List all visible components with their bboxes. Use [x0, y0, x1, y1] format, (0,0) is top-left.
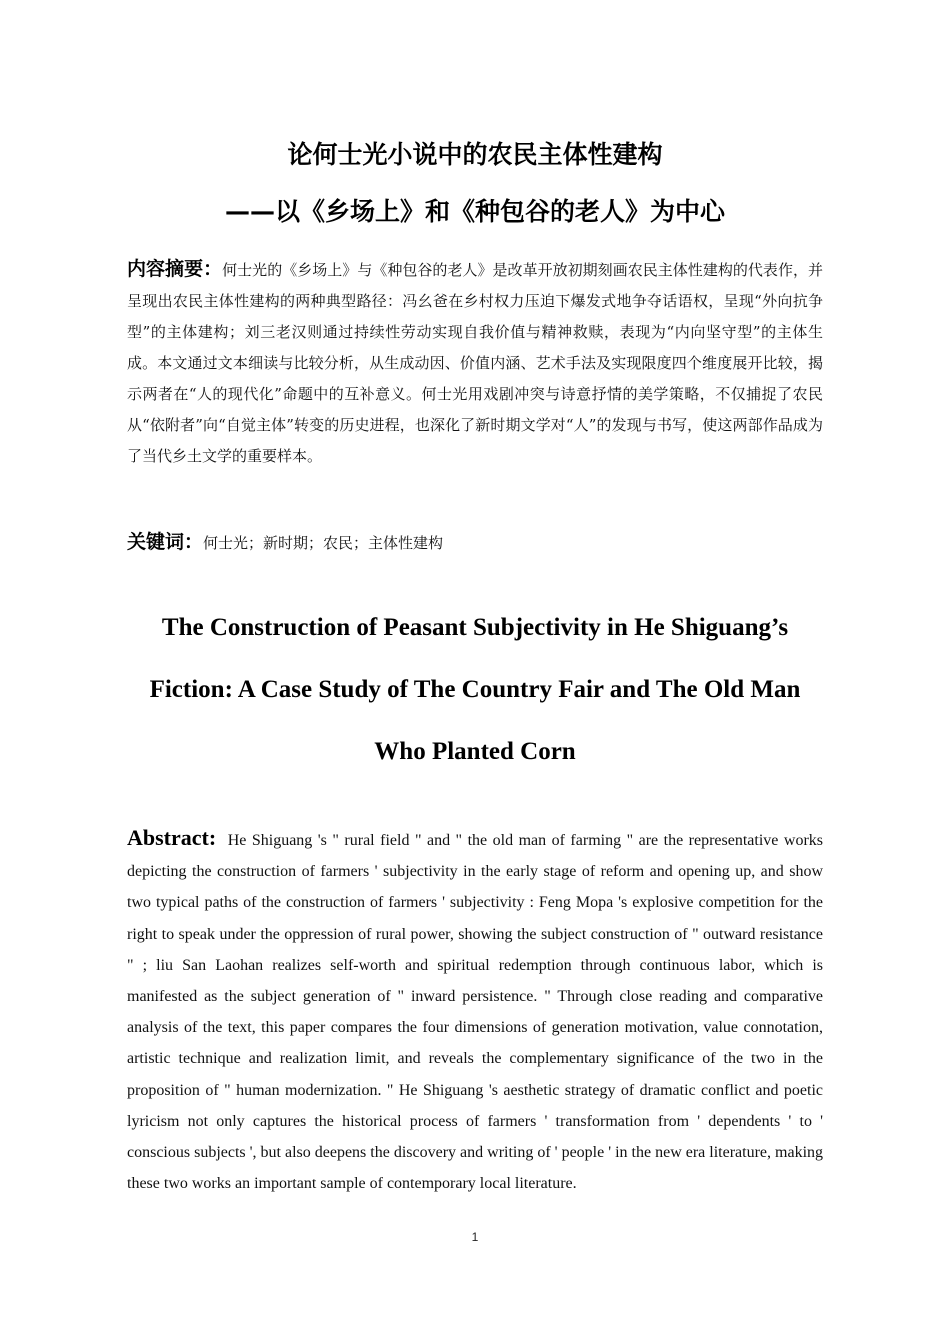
english-title: The Construction of Peasant Subjectivity in He Shiguang’s Fiction: A Case Study of The Country Fair and The Old Man Who Planted Corn — [149, 614, 801, 765]
chinese-keywords-text: 何士光；新时期；农民；主体性建构 — [203, 534, 444, 552]
english-abstract-label: Abstract: — [127, 825, 217, 850]
english-abstract-text: He Shiguang 's " rural field " and " the old man of farming " are the representative works depicting the construction of farmers ' subjectivity in the early stage of reform and opening up, and show two typical paths of the construction of farmers ' subjectivity : Feng Mopa 's explosive competition for the right to speak under the oppression of rural power, showing the subject construction of " outward resistance " ; liu San Laohan realizes self-worth and spiritual redemption through continuous labor, which is manifested as the subject generation of " inward persistence. " Through close reading and comparative analysis of the text, this paper compares the four dimensions of generation motivation, value connotation, artistic technique and realization limit, and reveals the complementary significance of the two in the proposition of " human modernization. " He Shiguang 's aesthetic strategy of dramatic conflict and poetic lyricism not only captures the historical process of farmers ' transformation from ' dependents ' to ' conscious subjects ', but also deepens the discovery and writing of ' people ' in the new era literature, making these two works an important sample of contemporary local literature. — [127, 832, 824, 1193]
english-abstract — [127, 822, 823, 1199]
chinese-abstract-label: 内容摘要： — [127, 258, 223, 280]
chinese-keywords — [127, 527, 823, 559]
chinese-subtitle: ——以《乡场上》和《种包谷的老人》为中心 — [224, 197, 725, 226]
chinese-abstract-text: 何士光的《乡场上》与《种包谷的老人》是改革开放初期刻画农民主体性建构的代表作，并呈现出农民主体性建构的两种典型路径：冯幺爸在乡村权力压迫下爆发式地争夺话语权，呈现“外向抗争型”的主体建构；刘三老汉则通过持续性劳动实现自我价值与精神救赎，表现为“内向坚守型”的主体生成。本文通过文本细读与比较分析，从生成动因、价值内涵、艺术手法及实现限度四个维度展开比较，揭示两者在“人的现代化”命题中的互补意义。何士光用戏剧冲突与诗意抒情的美学策略，不仅捕捉了农民从“依附者”向“自觉主体”转变的历史进程，也深化了新时期文学对“人”的发现与书写，使这两部作品成为了当代乡土文学的重要样本。 — [127, 261, 823, 465]
chinese-keywords-label: 关键词： — [127, 531, 204, 553]
chinese-abstract — [127, 254, 823, 472]
chinese-title: 论何士光小说中的农民主体性建构 — [287, 140, 663, 169]
page-number: 1 — [471, 1230, 479, 1244]
